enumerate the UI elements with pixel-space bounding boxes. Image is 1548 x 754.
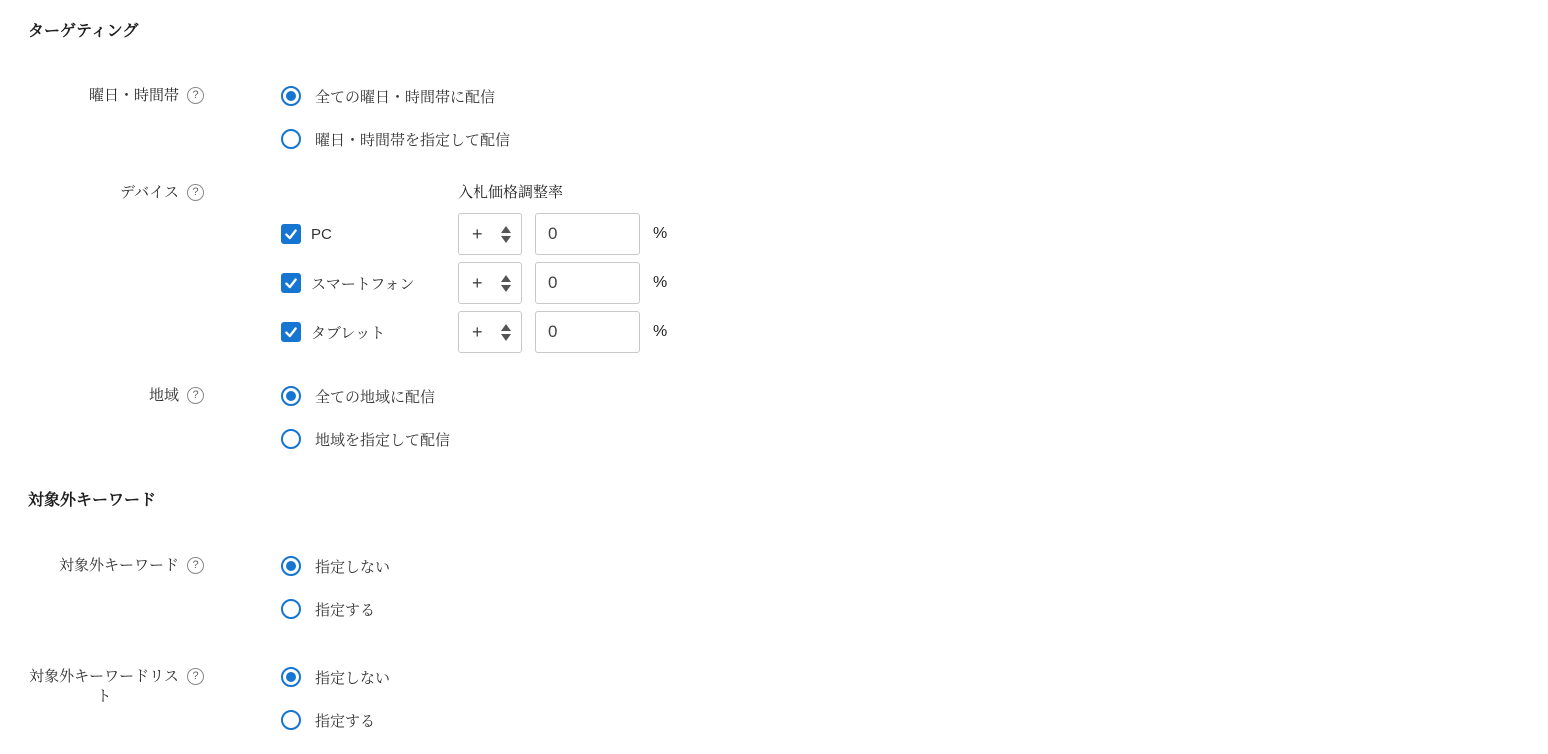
schedule-label-cell	[28, 86, 204, 106]
device-option-label: タブレット	[311, 324, 386, 342]
radio-label: 曜日・時間帯を指定して配信	[315, 131, 511, 149]
radio-selected-icon[interactable]	[281, 667, 301, 687]
radio-option-all-regions[interactable]	[281, 386, 450, 406]
checkmark-icon	[284, 325, 298, 339]
radio-option-keyword-none[interactable]	[281, 556, 390, 576]
device-option-label: スマートフォン	[311, 275, 415, 293]
device-row	[28, 183, 1520, 353]
radio-selected-icon[interactable]	[281, 556, 301, 576]
checkbox-cell-smartphone[interactable]	[281, 273, 458, 294]
sign-value: +	[472, 272, 483, 293]
bid-adjust-rate-header: 入札価格調整率	[458, 184, 564, 201]
percent-unit: %	[653, 225, 668, 242]
schedule-options	[281, 86, 510, 149]
help-icon[interactable]: ?	[187, 387, 204, 404]
device-row-tablet	[281, 311, 667, 353]
device-label-cell	[28, 183, 204, 203]
device-label: デバイス	[120, 184, 179, 201]
radio-label: 全ての曜日・時間帯に配信	[315, 88, 496, 106]
percent-unit: %	[653, 274, 668, 291]
negative-keyword-list-label-cell	[28, 667, 204, 707]
up-down-spinner-icon	[501, 275, 511, 292]
radio-unselected-icon[interactable]	[281, 129, 301, 149]
radio-label: 指定しない	[315, 669, 391, 687]
up-down-spinner-icon	[501, 324, 511, 341]
radio-unselected-icon[interactable]	[281, 710, 301, 730]
device-row-pc	[281, 213, 667, 255]
negative-keyword-options	[281, 556, 390, 619]
adjust-rate-input-pc[interactable]	[535, 213, 640, 255]
radio-label: 全ての地域に配信	[315, 388, 436, 406]
radio-selected-icon[interactable]	[281, 86, 301, 106]
help-icon[interactable]: ?	[187, 184, 204, 201]
percent-unit: %	[653, 323, 668, 340]
help-icon[interactable]: ?	[187, 557, 204, 574]
checkbox-checked-icon[interactable]	[281, 273, 301, 293]
sign-select-pc[interactable]	[458, 213, 522, 255]
radio-label: 指定する	[315, 601, 376, 619]
radio-unselected-icon[interactable]	[281, 599, 301, 619]
radio-option-list-none[interactable]	[281, 667, 390, 687]
region-options	[281, 386, 450, 449]
checkbox-cell-pc[interactable]	[281, 224, 458, 244]
checkmark-icon	[284, 227, 298, 241]
region-label: 地域	[148, 387, 179, 404]
radio-option-custom-regions[interactable]	[281, 429, 450, 449]
negative-keywords-section-heading: 対象外キーワード	[28, 492, 157, 509]
targeting-section-heading: ターゲティング	[28, 23, 139, 40]
negative-keyword-label: 対象外キーワード	[58, 557, 179, 574]
device-table	[281, 183, 667, 353]
help-icon[interactable]: ?	[187, 87, 204, 104]
checkbox-cell-tablet[interactable]	[281, 322, 458, 343]
adjust-rate-input-smartphone[interactable]	[535, 262, 640, 304]
sign-value: +	[472, 321, 483, 342]
schedule-row	[28, 86, 1520, 149]
sign-select-smartphone[interactable]	[458, 262, 522, 304]
radio-label: 指定する	[315, 712, 376, 730]
negative-keyword-list-row	[28, 667, 1520, 730]
radio-label: 指定しない	[315, 558, 391, 576]
region-row	[28, 386, 1520, 449]
radio-label: 地域を指定して配信	[315, 431, 451, 449]
radio-option-list-specify[interactable]	[281, 710, 390, 730]
negative-keyword-row	[28, 556, 1520, 619]
negative-keyword-list-label: 対象外キーワードリスト	[29, 668, 179, 705]
radio-option-all-schedule[interactable]	[281, 86, 510, 106]
negative-keyword-list-options	[281, 667, 390, 730]
help-icon[interactable]: ?	[187, 668, 204, 685]
device-option-label: PC	[311, 225, 332, 243]
radio-unselected-icon[interactable]	[281, 429, 301, 449]
sign-value: +	[472, 223, 483, 244]
radio-option-keyword-specify[interactable]	[281, 599, 390, 619]
checkbox-checked-icon[interactable]	[281, 224, 301, 244]
adjust-rate-input-tablet[interactable]	[535, 311, 640, 353]
checkbox-checked-icon[interactable]	[281, 322, 301, 342]
radio-selected-icon[interactable]	[281, 386, 301, 406]
region-label-cell	[28, 386, 204, 406]
radio-option-custom-schedule[interactable]	[281, 129, 510, 149]
device-row-smartphone	[281, 262, 667, 304]
negative-keyword-label-cell	[28, 556, 204, 576]
sign-select-tablet[interactable]	[458, 311, 522, 353]
up-down-spinner-icon	[501, 226, 511, 243]
schedule-label: 曜日・時間帯	[88, 87, 179, 104]
checkmark-icon	[284, 276, 298, 290]
